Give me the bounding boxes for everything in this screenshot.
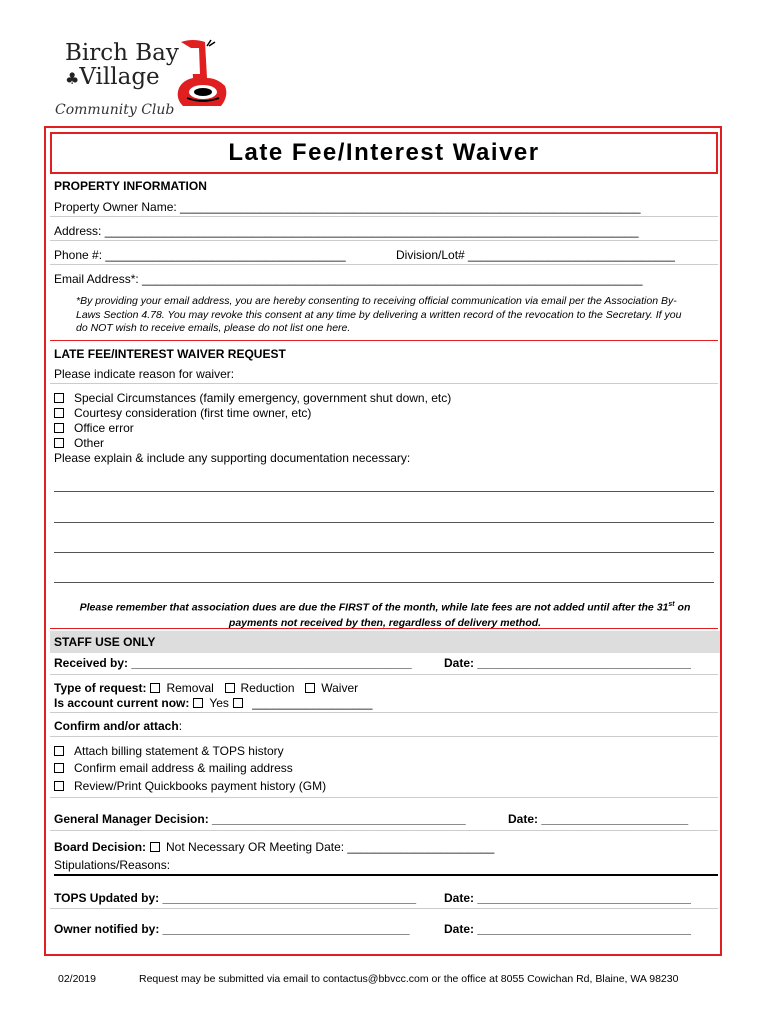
- due-date-reminder: Please remember that association dues are due the FIRST of the month, while late fees are not added until after the 31st on payments not received by then, regardless of delivery method.: [79, 601, 691, 629]
- checkbox-icon[interactable]: [225, 683, 235, 693]
- stipulations-label: Stipulations/Reasons:: [54, 858, 171, 872]
- title-box: [50, 132, 718, 174]
- phone-field[interactable]: Phone #: ____________________________________: [54, 248, 346, 262]
- tops-updated-field[interactable]: TOPS Updated by: ______________________________________: [54, 891, 417, 905]
- form-revision-date: 02/2019: [58, 973, 96, 985]
- checkbox-icon[interactable]: [54, 438, 64, 448]
- checkbox-icon[interactable]: [150, 683, 160, 693]
- checkbox-icon[interactable]: [233, 698, 243, 708]
- divider: [50, 240, 718, 241]
- board-decision: Board Decision: Not Necessary OR Meeting Date: ______________________: [54, 840, 495, 854]
- section-divider: [50, 628, 718, 629]
- divider: [50, 908, 718, 909]
- received-by-field[interactable]: Received by: __________________________________________: [54, 656, 412, 670]
- account-current: Is account current now: Yes __________________: [54, 696, 373, 710]
- logo-line-2: ♣Village: [65, 64, 160, 90]
- owner-notified-field[interactable]: Owner notified by: _____________________________________: [54, 922, 410, 936]
- division-lot-field[interactable]: Division/Lot# _______________________________: [396, 248, 675, 262]
- explanation-line[interactable]: [54, 552, 714, 553]
- gm-date-field[interactable]: Date: ______________________: [508, 812, 689, 826]
- type-of-request: Type of request: Removal Reduction Waiver: [54, 681, 359, 695]
- waiver-heading: LATE FEE/INTEREST WAIVER REQUEST: [54, 347, 286, 361]
- divider: [50, 264, 718, 265]
- reason-other-checkbox[interactable]: Other: [54, 436, 104, 450]
- club-logo: [55, 38, 240, 123]
- checkbox-icon[interactable]: [150, 842, 160, 852]
- section-divider: [50, 340, 718, 341]
- checkbox-icon[interactable]: [54, 423, 64, 433]
- stipulations-line[interactable]: [54, 874, 718, 876]
- email-field[interactable]: Email Address*: ___________________________________________________________________________: [54, 272, 643, 286]
- explain-prompt: Please explain & include any supporting documentation necessary:: [54, 451, 411, 465]
- logo-line-3: Community Club: [55, 102, 175, 118]
- gm-decision-field[interactable]: General Manager Decision: ______________________________________: [54, 812, 466, 826]
- tops-date-field[interactable]: Date: ________________________________: [444, 891, 691, 905]
- checkbox-icon[interactable]: [54, 393, 64, 403]
- checkbox-icon[interactable]: [305, 683, 315, 693]
- property-heading: PROPERTY INFORMATION: [54, 179, 207, 193]
- confirm-email-checkbox[interactable]: Confirm email address & mailing address: [54, 761, 293, 775]
- divider: [50, 674, 718, 675]
- reason-prompt: Please indicate reason for waiver:: [54, 367, 235, 381]
- address-field[interactable]: Address: ________________________________________________________________________________: [54, 224, 639, 238]
- checkbox-icon[interactable]: [54, 781, 64, 791]
- divider: [50, 383, 718, 384]
- checkbox-icon[interactable]: [54, 763, 64, 773]
- checkbox-icon[interactable]: [193, 698, 203, 708]
- footer-contact: Request may be submitted via email to contactus@bbvcc.com or the office at 8055 Cowichan Rd, Blaine, WA 98230: [139, 973, 679, 985]
- explanation-line[interactable]: [54, 582, 714, 583]
- page-title: Late Fee/Interest Waiver: [228, 139, 540, 166]
- divider: [50, 216, 718, 217]
- logo-line-1: Birch Bay: [65, 40, 179, 66]
- reason-special-checkbox[interactable]: Special Circumstances (family emergency, government shut down, etc): [54, 391, 451, 405]
- owner-notified-date-field[interactable]: Date: ________________________________: [444, 922, 691, 936]
- confirm-billing-checkbox[interactable]: Attach billing statement & TOPS history: [54, 744, 284, 758]
- divider: [50, 830, 718, 831]
- staff-heading: STAFF USE ONLY: [54, 635, 156, 649]
- confirm-label: Confirm and/or attach:: [54, 719, 183, 733]
- form-frame: [44, 126, 722, 956]
- divider: [50, 712, 718, 713]
- received-date-field[interactable]: Date: ________________________________: [444, 656, 691, 670]
- totem-logo-icon: [173, 38, 233, 110]
- owner-name-field[interactable]: Property Owner Name: _____________________________________________________________________: [54, 200, 641, 214]
- tree-icon: ♣: [65, 69, 80, 88]
- divider: [50, 736, 718, 737]
- explanation-line[interactable]: [54, 522, 714, 523]
- divider: [50, 797, 718, 798]
- email-consent-note: *By providing your email address, you are hereby consenting to receiving official communication via email per the Association By-Laws Section 4.78. You may revoke this consent at any time by delivering a written record of the revocation to the Secretary. If you do NOT wish to receive emails, please do not list one here.: [76, 295, 682, 334]
- checkbox-icon[interactable]: [54, 746, 64, 756]
- reason-office-error-checkbox[interactable]: Office error: [54, 421, 134, 435]
- reason-courtesy-checkbox[interactable]: Courtesy consideration (first time owner, etc): [54, 406, 311, 420]
- confirm-quickbooks-checkbox[interactable]: Review/Print Quickbooks payment history (GM): [54, 779, 326, 793]
- checkbox-icon[interactable]: [54, 408, 64, 418]
- explanation-line[interactable]: [54, 491, 714, 492]
